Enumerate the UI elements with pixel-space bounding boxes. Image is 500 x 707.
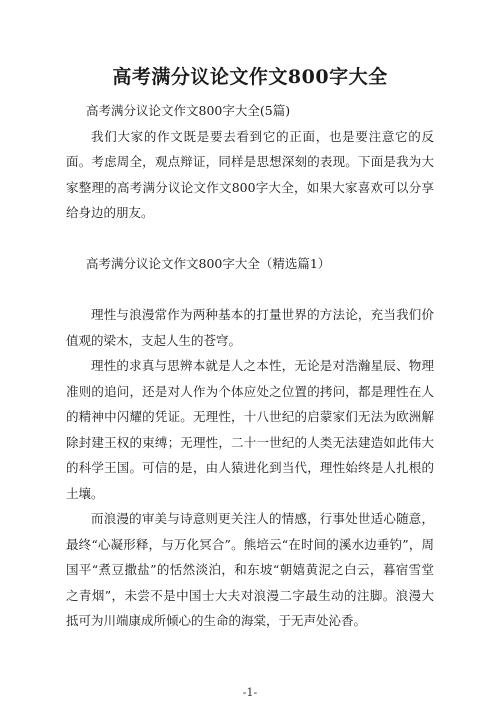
- body-paragraph-3: 而浪漫的审美与诗意则更关注人的情感，行事处世适心随意，最终“心凝形释，与万化冥合”。熊培云“在时间的溪水边垂钓”，周国平“煮豆撒盐”的恬然淡泊，和东坡“朝嬉黄泥之白云，暮宿雪堂之青烟”，未尝不是中国士大夫对浪漫二字最生动的注脚。浪漫大抵可为川端康成所倾心的生命的海棠，于无声处沁香。: [66, 511, 434, 628]
- intro-paragraph: 我们大家的作文既是要去看到它的正面，也是要注意它的反面。考虑周全，观点辩证，同样是思想深刻的表现。下面是我为大家整理的高考满分议论文作文800字大全，如果大家喜欢可以分享给身边的朋友。: [66, 128, 434, 220]
- page-number: -1-: [242, 686, 258, 699]
- body-paragraph-2: 理性的求真与思辨本就是人之本性，无论是对浩瀚星辰、物理准则的追问，还是对人作为个体应处之位置的拷问，都是理性在人的精神中闪耀的凭证。无理性，十八世纪的启蒙家们无法为欧洲解除封建王权的束缚；无理性，二十一世纪的人类无法建造如此伟大的科学王国。可信的是，由人猿进化到当代，理性始终是人扎根的土壤。: [66, 358, 434, 501]
- paragraph-gap: [66, 226, 434, 252]
- subheading-essay-1: 高考满分议论文作文800字大全（精选篇1）: [86, 256, 331, 271]
- body-paragraph-1: 理性与浪漫常作为两种基本的打量世界的方法论，充当我们价值观的梁木，支起人生的苍穹。: [66, 307, 434, 348]
- document-title: 高考满分议论文作文800字大全: [112, 66, 388, 88]
- subheading-collection: 高考满分议论文作文800字大全(5篇): [86, 103, 291, 118]
- document-body: [66, 98, 434, 634]
- paragraph-gap: [66, 277, 434, 303]
